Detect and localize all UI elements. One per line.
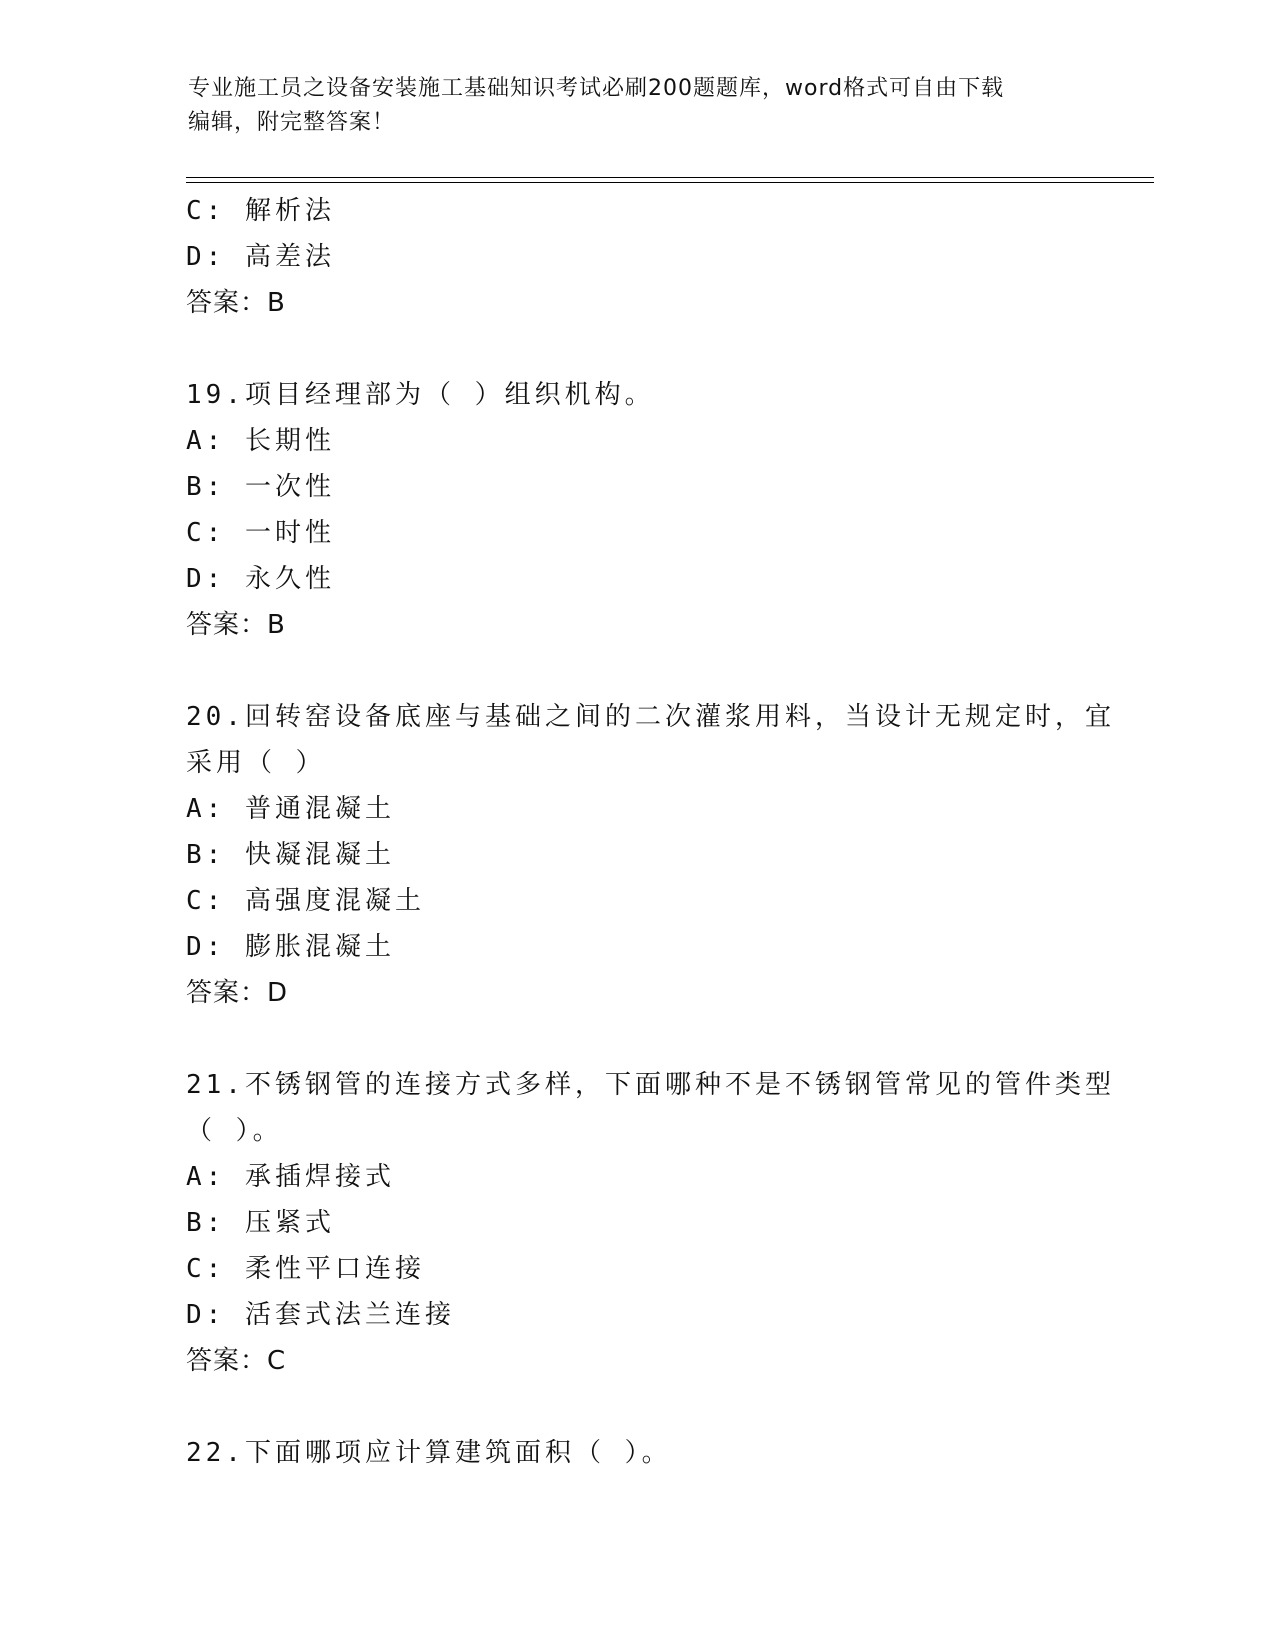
option-c: C: 解析法 (186, 196, 335, 226)
question-text-line2: 采用（ ） (186, 748, 326, 778)
option-a: A: 长期性 (186, 426, 335, 456)
question-20 (186, 694, 1115, 1016)
header-title-line1: 专业施工员之设备安装施工基础知识考试必刷200题题库，word格式可自由下载 (188, 76, 1005, 101)
answer: 答案：C (186, 1346, 287, 1376)
option-d: D: 永久性 (186, 564, 335, 594)
option-c: C: 一时性 (186, 518, 335, 548)
spacer (186, 1384, 1086, 1430)
question-22 (186, 1430, 1086, 1476)
spacer (186, 326, 1086, 372)
question-text-line2: （ ）。 (186, 1116, 283, 1146)
answer: 答案：B (186, 610, 286, 640)
header-divider-top (186, 177, 1154, 178)
question-text-line1: 21.不锈钢管的连接方式多样，下面哪种不是不锈钢管常见的管件类型 (186, 1070, 1115, 1100)
header-title-line2: 编辑，附完整答案！ (188, 110, 396, 135)
option-b: B: 快凝混凝土 (186, 840, 395, 870)
answer: 答案：D (186, 978, 289, 1008)
question-text: 19.项目经理部为（ ）组织机构。 (186, 380, 655, 410)
option-b: B: 一次性 (186, 472, 335, 502)
option-c: C: 高强度混凝土 (186, 886, 425, 916)
question-text-line1: 20.回转窑设备底座与基础之间的二次灌浆用料，当设计无规定时，宜 (186, 702, 1115, 732)
answer: 答案：B (186, 288, 286, 318)
question-21 (186, 1062, 1115, 1384)
document-header (188, 72, 1088, 140)
question-text: 22.下面哪项应计算建筑面积（ ）。 (186, 1438, 672, 1468)
option-c: C: 柔性平口连接 (186, 1254, 425, 1284)
spacer (186, 1016, 1086, 1062)
question-list (186, 188, 1115, 1476)
option-a: A: 承插焊接式 (186, 1162, 395, 1192)
question-19 (186, 372, 1086, 648)
option-d: D: 活套式法兰连接 (186, 1300, 455, 1330)
header-divider-bottom (186, 182, 1154, 183)
option-d: D: 膨胀混凝土 (186, 932, 395, 962)
option-d: D: 高差法 (186, 242, 335, 272)
option-a: A: 普通混凝土 (186, 794, 395, 824)
spacer (186, 648, 1086, 694)
question-18-tail (186, 188, 1086, 326)
option-b: B: 压紧式 (186, 1208, 335, 1238)
